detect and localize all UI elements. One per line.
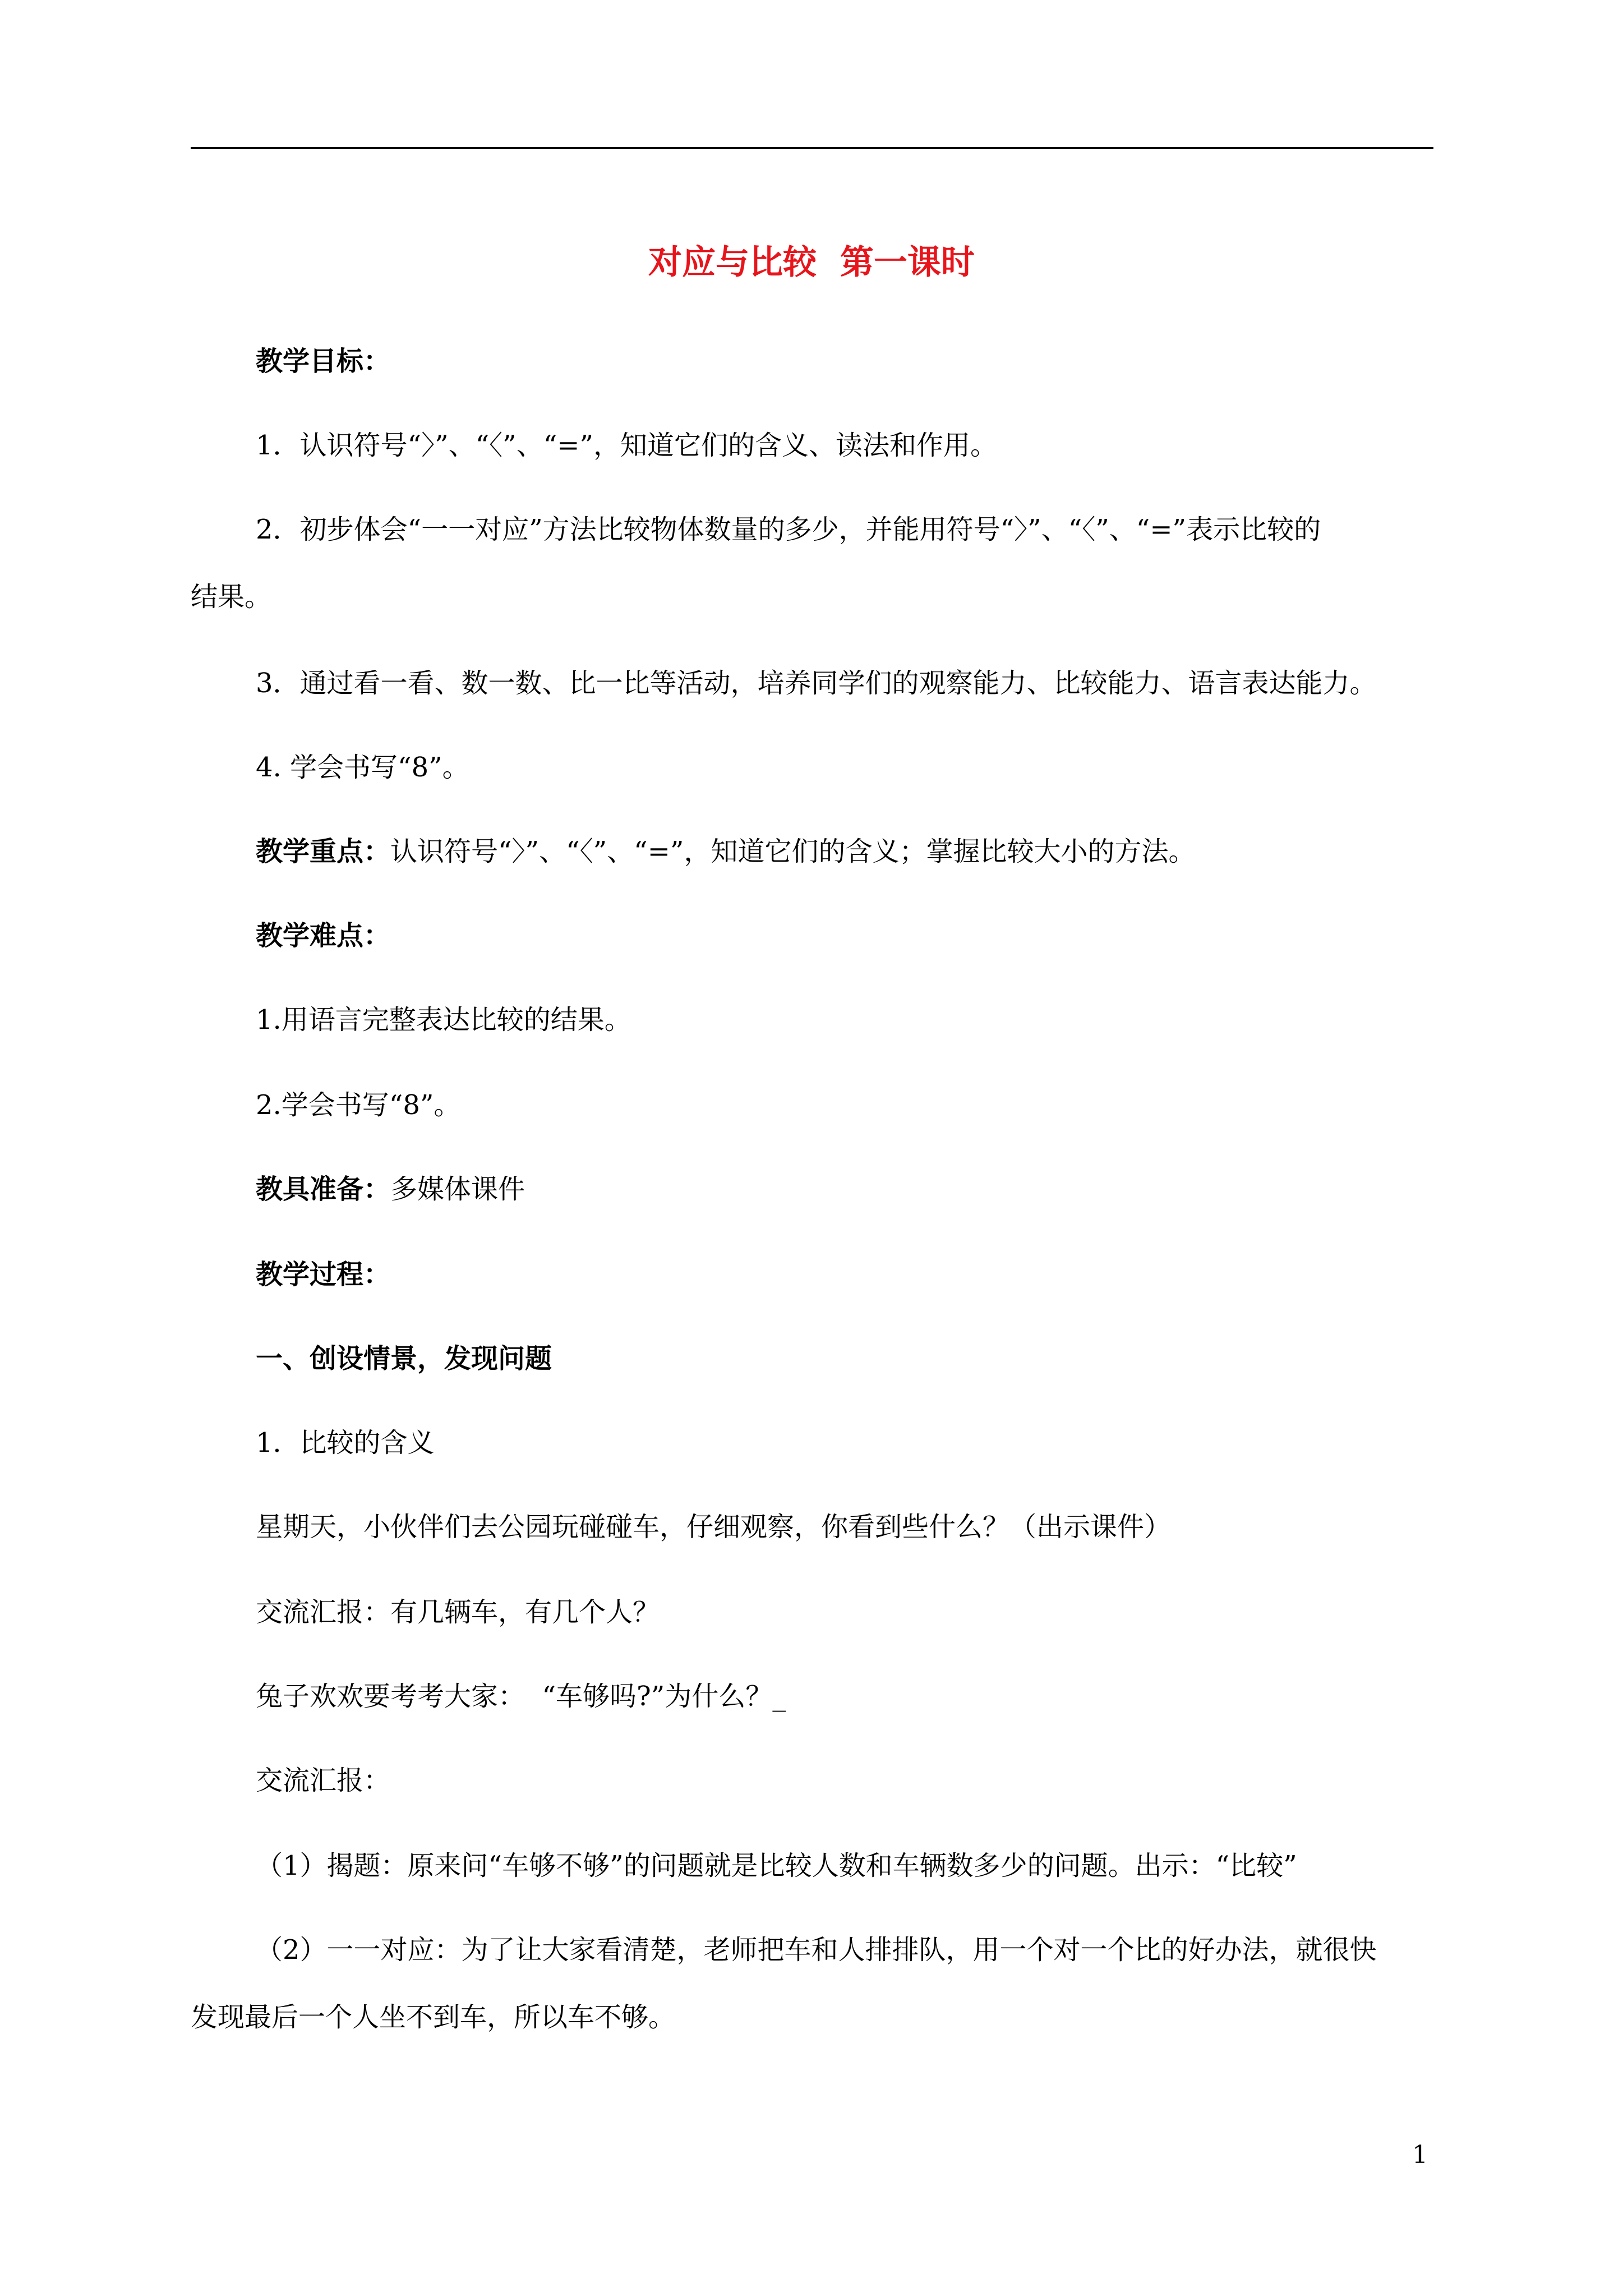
materials [256,1171,525,1207]
paragraph-6-line-2: 发现最后一个人坐不到车，所以车不够。 [191,2001,676,2033]
objective-2-line-2: 结果。 [191,581,272,613]
difficulty-1: 1.用语言完整表达比较的结果。 [256,1004,631,1036]
difficulties-heading: 教学难点： [256,920,391,951]
paragraph-4: 交流汇报： [256,1765,391,1796]
paragraph-3: 兔子欢欢要考考大家： “车够吗?”为什么？_ [256,1681,786,1712]
objective-1: 1．认识符号“〉”、“〈”、“=”，知道它们的含义、读法和作用。 [256,430,997,461]
objectives-heading: 教学目标： [256,346,391,377]
subsection-1: 1．比较的含义 [256,1427,435,1458]
key-points-label: 教学重点： [256,836,391,867]
difficulty-2: 2.学会书写“8”。 [256,1089,461,1121]
key-points-text: 认识符号“〉”、“〈”、“=”，知道它们的含义；掌握比较大小的方法。 [390,836,1196,867]
process-heading: 教学过程： [256,1259,391,1290]
paragraph-5: （1）揭题：原来问“车够不够”的问题就是比较人数和车辆数多少的问题。出示：“比较” [256,1850,1297,1881]
paragraph-2: 交流汇报：有几辆车，有几个人？ [256,1596,660,1628]
paragraph-1: 星期天，小伙伴们去公园玩碰碰车，仔细观察，你看到些什么？（出示课件） [256,1511,1172,1543]
objective-2-line-1: 2．初步体会“一一对应”方法比较物体数量的多少，并能用符号“〉”、“〈”、“=”表示比较的 [256,514,1321,545]
page-number: 1 [1412,2141,1428,2169]
header-rule [191,147,1433,149]
objective-4: 4. 学会书写“8”。 [256,752,469,783]
materials-label: 教具准备： [256,1174,391,1205]
document-title: 对应与比较 第一课时 [648,243,975,282]
materials-text: 多媒体课件 [390,1174,525,1205]
paragraph-6-line-1: （2）一一对应：为了让大家看清楚，老师把车和人排排队，用一个对一个比的好办法，就很快 [256,1934,1377,1966]
objective-3: 3．通过看一看、数一数、比一比等活动，培养同学们的观察能力、比较能力、语言表达能力。 [256,668,1377,699]
section-1-heading: 一、创设情景，发现问题 [256,1343,552,1374]
key-points [256,834,1195,869]
